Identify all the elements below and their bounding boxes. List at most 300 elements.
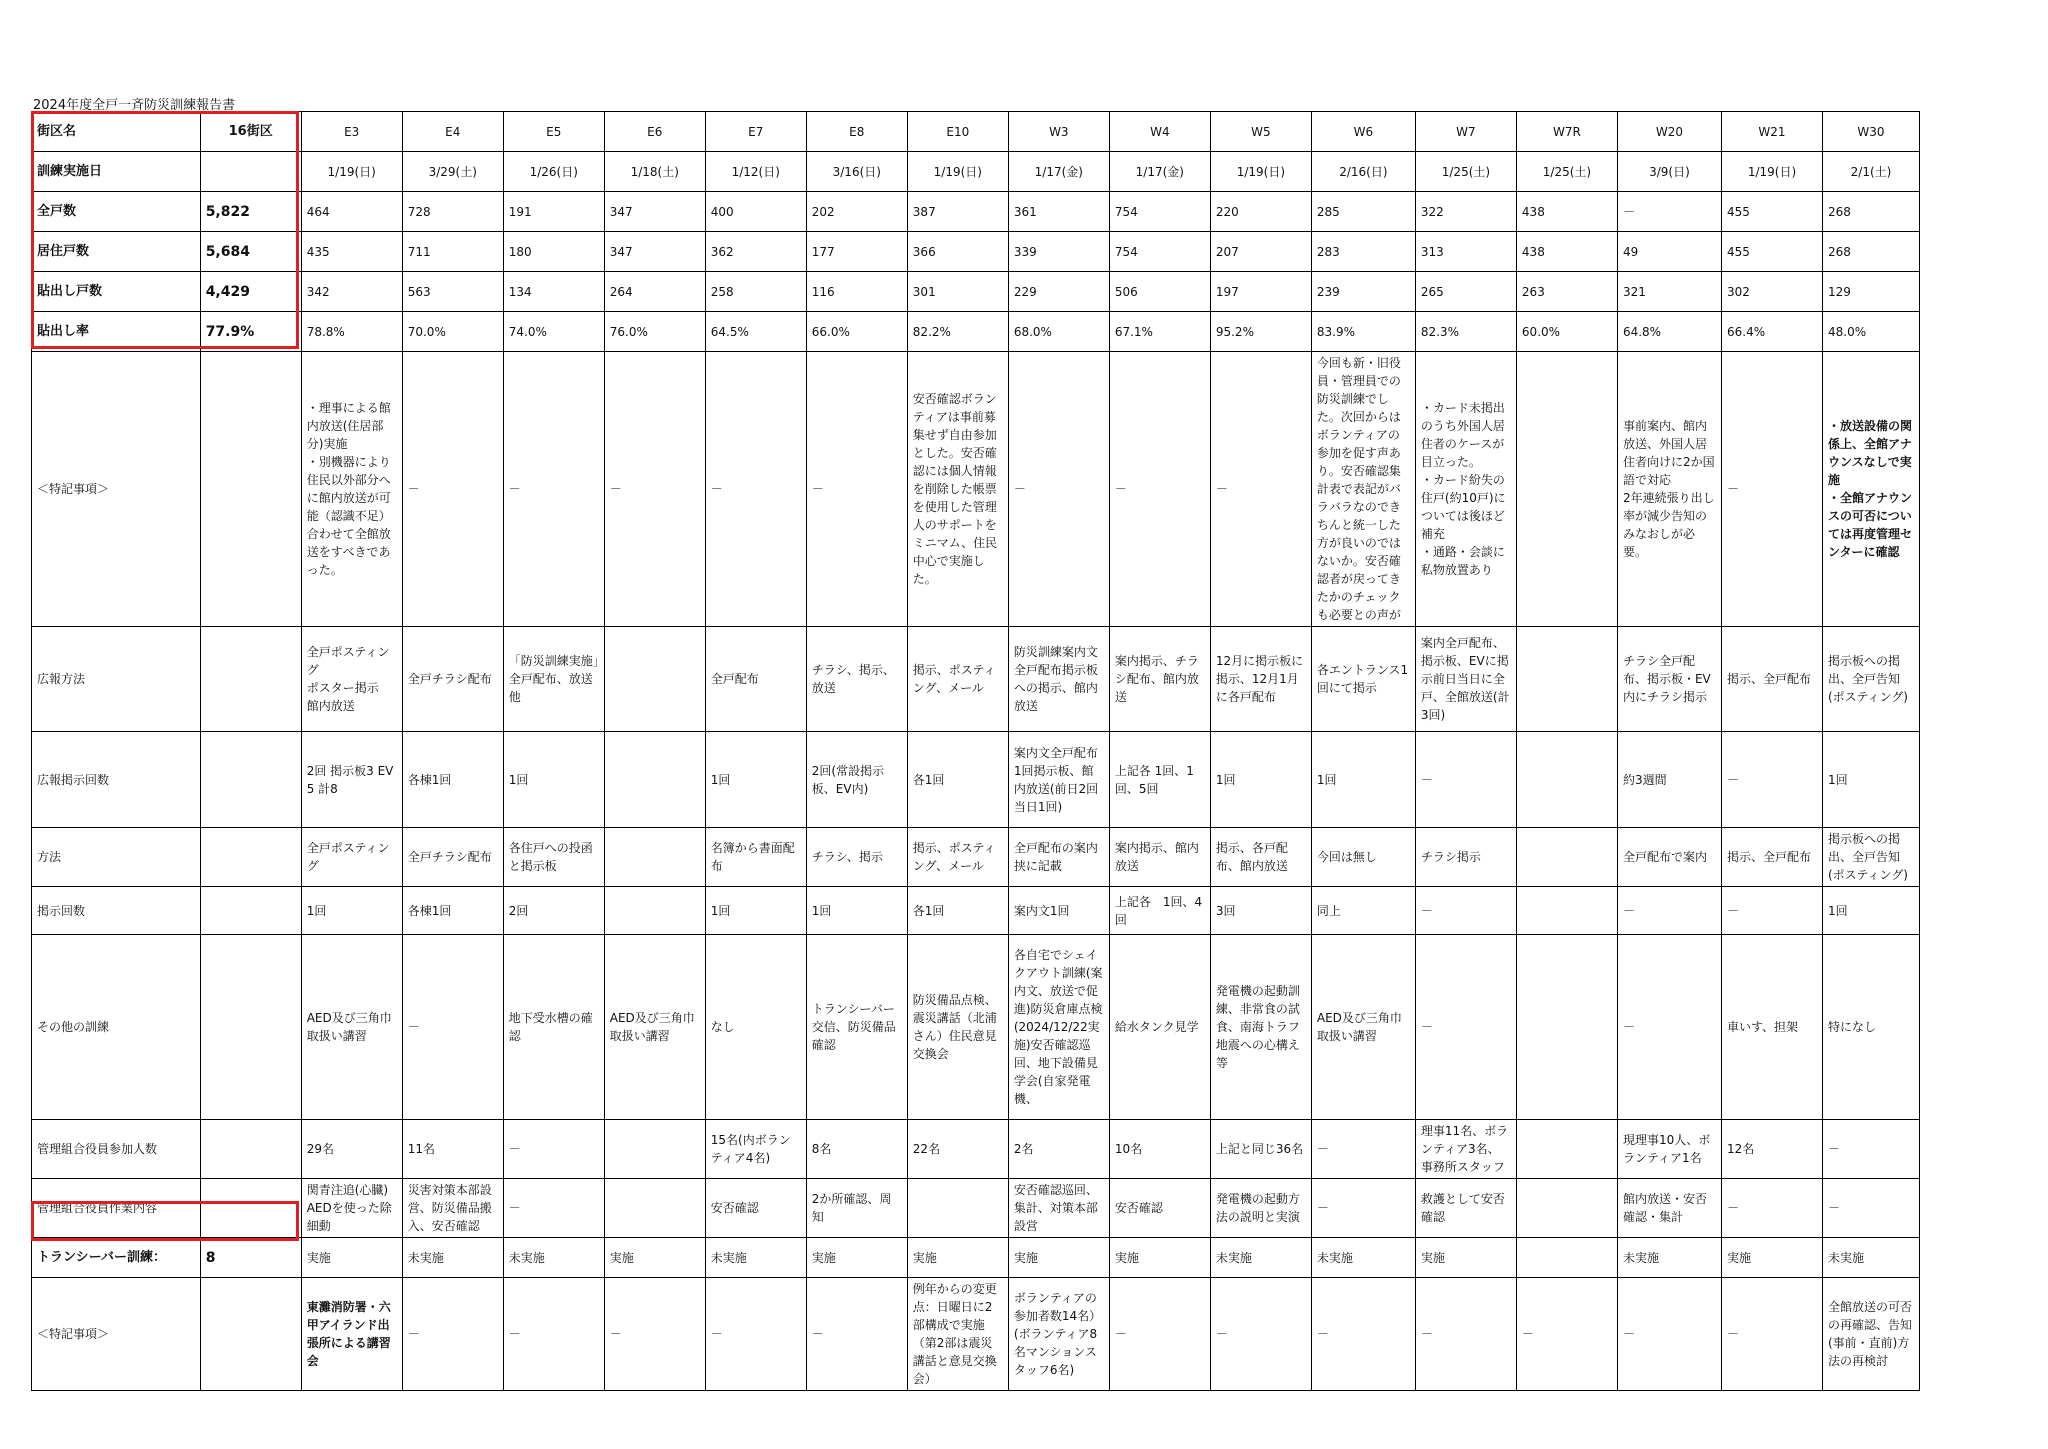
block-name-E7: E7 [705,112,806,152]
detail-cell: 掲示、各戸配布、館内放送 [1210,828,1311,887]
detail-cell: 15名(内ボランティア4名) [705,1120,806,1179]
detail-cell: － [503,1120,604,1179]
detail-cell: － [402,935,503,1120]
notes-total-cell [200,352,301,627]
detail-cell: 1回 [1823,887,1920,935]
transceiver-cell: 未実施 [1617,1238,1721,1278]
detail-cell [1516,732,1617,828]
summary-cell: 302 [1721,272,1822,312]
notes2-cell: 全館放送の可否の再確認、告知(事前・直前)方法の再検討 [1823,1278,1920,1391]
block-name-W30: W30 [1823,112,1920,152]
summary-cell: 301 [907,272,1008,312]
summary-cell: 711 [402,232,503,272]
summary-cell: 191 [503,192,604,232]
summary-cell: 70.0% [402,312,503,352]
detail-cell: 災害対策本部設営、防災備品搬入、安否確認 [402,1179,503,1238]
summary-cell: 754 [1109,192,1210,232]
detail-total-cell [200,828,301,887]
detail-cell: 各住戸への投函と掲示板 [503,828,604,887]
block-name-W7R: W7R [1516,112,1617,152]
detail-cell: － [1617,887,1721,935]
detail-cell: チラシ、掲示 [806,828,907,887]
detail-row [32,627,1920,732]
transceiver-label: トランシーバー訓練： [32,1238,201,1278]
notes-cell: － [604,352,705,627]
detail-cell [1516,887,1617,935]
notes2-cell: － [604,1278,705,1391]
detail-total-cell [200,732,301,828]
detail-cell: AED及び三角巾 取扱い講習 [604,935,705,1120]
notes-label: ＜特記事項＞ [32,352,201,627]
detail-total-cell [200,935,301,1120]
summary-cell: 728 [402,192,503,232]
summary-cell: 285 [1311,192,1415,232]
detail-row [32,887,1920,935]
summary-row [32,232,1920,272]
detail-cell: 掲示、ポスティング、メール [907,627,1008,732]
notes-cell: － [1210,352,1311,627]
summary-cell: 339 [1008,232,1109,272]
transceiver-cell: 未実施 [1823,1238,1920,1278]
summary-total: 5,822 [200,192,301,232]
date-cell: 3/9(日) [1617,152,1721,192]
notes-cell: － [503,352,604,627]
summary-cell: 400 [705,192,806,232]
detail-cell: 今回は無し [1311,828,1415,887]
block-name-W20: W20 [1617,112,1721,152]
summary-cell: － [1617,192,1721,232]
transceiver-cell: 実施 [301,1238,402,1278]
detail-cell: 3回 [1210,887,1311,935]
date-cell: 3/29(土) [402,152,503,192]
detail-cell: 2名 [1008,1120,1109,1179]
summary-cell: 265 [1415,272,1516,312]
summary-cell: 83.9% [1311,312,1415,352]
date-row [32,152,1920,192]
detail-cell: 各自宅でシェイクアウト訓練(案内文、放送で促進)防災倉庫点検(2024/12/22実施)安否確認巡回、地下設備見学会(自家発電機、 [1008,935,1109,1120]
detail-cell: 1回 [1210,732,1311,828]
detail-cell [1516,1120,1617,1179]
date-cell: 1/12(日) [705,152,806,192]
date-cell: 1/25(土) [1516,152,1617,192]
detail-cell: 全戸配布で案内 [1617,828,1721,887]
summary-cell: 322 [1415,192,1516,232]
detail-cell: － [503,1179,604,1238]
detail-cell: 掲示、全戸配布 [1721,627,1822,732]
detail-cell: － [1823,1120,1920,1179]
detail-cell: 館内放送・安否確認・集計 [1617,1179,1721,1238]
detail-cell: － [1311,1120,1415,1179]
detail-cell: 防災訓練案内文全戸配布掲示板への掲示、館内放送 [1008,627,1109,732]
notes2-cell: － [806,1278,907,1391]
transceiver-cell: 未実施 [1210,1238,1311,1278]
notes-cell: － [402,352,503,627]
detail-cell: 全戸チラシ配布 [402,828,503,887]
header-total: 16街区 [200,112,301,152]
detail-cell: 各棟1回 [402,887,503,935]
summary-cell: 177 [806,232,907,272]
date-label: 訓練実施日 [32,152,201,192]
date-cell: 1/17(金) [1109,152,1210,192]
detail-cell: 10名 [1109,1120,1210,1179]
detail-total-cell [200,1120,301,1179]
detail-cell: 案内掲示、館内放送 [1109,828,1210,887]
detail-cell: 29名 [301,1120,402,1179]
transceiver-cell: 未実施 [402,1238,503,1278]
detail-cell [604,732,705,828]
detail-row [32,1179,1920,1238]
summary-cell: 455 [1721,232,1822,272]
summary-cell: 342 [301,272,402,312]
date-total [200,152,301,192]
notes-cell: － [1721,352,1822,627]
transceiver-cell: 実施 [1721,1238,1822,1278]
summary-cell: 220 [1210,192,1311,232]
detail-cell: － [1823,1179,1920,1238]
detail-total-cell [200,627,301,732]
summary-cell: 754 [1109,232,1210,272]
transceiver-total: 8 [200,1238,301,1278]
notes-cell: － [1109,352,1210,627]
detail-cell [604,1179,705,1238]
summary-cell: 563 [402,272,503,312]
notes2-cell: － [402,1278,503,1391]
detail-cell: － [1721,1179,1822,1238]
detail-cell: 名簿から書面配布 [705,828,806,887]
detail-cell: 防災備品点検、震災講話（北浦さん）住民意見交換会 [907,935,1008,1120]
detail-cell: 掲示板への掲出、全戸告知(ポスティング) [1823,828,1920,887]
detail-row [32,1120,1920,1179]
detail-cell [907,1179,1008,1238]
report-title: 2024年度全戸一斉防災訓練報告書 [33,98,236,113]
detail-cell [604,627,705,732]
detail-row [32,935,1920,1120]
detail-label: 管理組合役員参加人数 [32,1120,201,1179]
block-name-E3: E3 [301,112,402,152]
summary-cell: 76.0% [604,312,705,352]
detail-cell: 全戸配布の案内挟に記載 [1008,828,1109,887]
summary-cell: 366 [907,232,1008,272]
summary-cell: 435 [301,232,402,272]
summary-cell: 268 [1823,192,1920,232]
detail-cell: － [1415,935,1516,1120]
detail-cell: 安否確認巡回、集計、対策本部設営 [1008,1179,1109,1238]
detail-cell: チラシ、掲示、放送 [806,627,907,732]
transceiver-cell: 実施 [604,1238,705,1278]
notes2-cell: － [1311,1278,1415,1391]
detail-cell: 救護として安否確認 [1415,1179,1516,1238]
detail-row [32,732,1920,828]
summary-cell: 347 [604,232,705,272]
summary-cell: 207 [1210,232,1311,272]
block-name-W6: W6 [1311,112,1415,152]
notes-cell: 事前案内、館内放送、外国人居住者向けに2か国語で対応 2年連続張り出し率が減少告知のみなおしが必要。 [1617,352,1721,627]
detail-cell [604,1120,705,1179]
summary-cell: 455 [1721,192,1822,232]
detail-cell: 2か所確認、周知 [806,1179,907,1238]
detail-cell [1516,1179,1617,1238]
summary-cell: 268 [1823,232,1920,272]
detail-cell: 各棟1回 [402,732,503,828]
summary-label: 貼出し戸数 [32,272,201,312]
detail-cell: － [1415,887,1516,935]
summary-label: 居住戸数 [32,232,201,272]
block-name-E5: E5 [503,112,604,152]
summary-cell: 180 [503,232,604,272]
detail-cell: 各エントランス1回にて掲示 [1311,627,1415,732]
detail-label: 方法 [32,828,201,887]
detail-total-cell [200,887,301,935]
summary-row [32,192,1920,232]
notes2-cell: － [1210,1278,1311,1391]
detail-cell [604,828,705,887]
summary-cell: 202 [806,192,907,232]
detail-cell [1516,627,1617,732]
summary-row [32,272,1920,312]
detail-cell: 1回 [806,887,907,935]
detail-cell: 地下受水槽の確認 [503,935,604,1120]
detail-cell: 上記各 1回、4回 [1109,887,1210,935]
detail-label: 掲示回数 [32,887,201,935]
date-cell: 1/19(日) [907,152,1008,192]
summary-cell: 387 [907,192,1008,232]
detail-cell: 関青注追(心臓) AEDを使った除細動 [301,1179,402,1238]
detail-cell: 2回(常設掲示板、EV内) [806,732,907,828]
detail-cell: － [1617,935,1721,1120]
summary-cell: 68.0% [1008,312,1109,352]
notes-cell: ・カード未掲出のうち外国人居住者のケースが目立った。 ・カード紛失の住戸(約10戸)については後ほど補充 ・通路・会談に私物放置あり [1415,352,1516,627]
detail-cell: 約3週間 [1617,732,1721,828]
detail-cell: 案内文1回 [1008,887,1109,935]
notes2-cell: － [1516,1278,1617,1391]
summary-label: 貼出し率 [32,312,201,352]
summary-cell: 129 [1823,272,1920,312]
transceiver-cell: 実施 [806,1238,907,1278]
detail-cell: 1回 [705,887,806,935]
detail-cell: － [1721,887,1822,935]
notes-cell: － [806,352,907,627]
transceiver-cell: 未実施 [503,1238,604,1278]
notes-cell [1516,352,1617,627]
detail-cell: 全戸配布 [705,627,806,732]
summary-cell: 263 [1516,272,1617,312]
summary-total: 4,429 [200,272,301,312]
summary-cell: 438 [1516,232,1617,272]
summary-total: 5,684 [200,232,301,272]
summary-cell: 74.0% [503,312,604,352]
date-cell: 1/25(土) [1415,152,1516,192]
summary-cell: 116 [806,272,907,312]
detail-cell: 案内掲示、チラシ配布、館内放送 [1109,627,1210,732]
detail-cell [1516,935,1617,1120]
detail-cell: 1回 [705,732,806,828]
notes-cell: 安否確認ボランティアは事前募集せず自由参加とした。安否確認には個人情報を削除した帳票を使用した管理人のサポートをミニマム、住民中心で実施した。 [907,352,1008,627]
block-name-E8: E8 [806,112,907,152]
detail-cell: 各1回 [907,732,1008,828]
notes2-cell: 東灘消防署・六甲アイランド出張所による講習会 [301,1278,402,1391]
report-table [31,111,1920,1391]
detail-label: 管理組合役員作業内容 [32,1179,201,1238]
summary-row [32,312,1920,352]
notes2-label: ＜特記事項＞ [32,1278,201,1391]
detail-total-cell [200,1179,301,1238]
block-name-E10: E10 [907,112,1008,152]
block-name-W3: W3 [1008,112,1109,152]
summary-total: 77.9% [200,312,301,352]
notes-cell: － [705,352,806,627]
detail-cell [604,887,705,935]
detail-cell: 1回 [301,887,402,935]
date-cell: 1/18(土) [604,152,705,192]
transceiver-cell: 実施 [907,1238,1008,1278]
summary-cell: 64.8% [1617,312,1721,352]
summary-cell: 258 [705,272,806,312]
transceiver-cell [1516,1238,1617,1278]
detail-cell: トランシーバー交信、防災備品確認 [806,935,907,1120]
detail-cell: 安否確認 [705,1179,806,1238]
block-name-W4: W4 [1109,112,1210,152]
detail-cell: 1回 [1823,732,1920,828]
detail-cell: 22名 [907,1120,1008,1179]
detail-cell: 発電機の起動訓練、非常食の試食、南海トラフ地震への心構え等 [1210,935,1311,1120]
detail-cell: 上記各 1回、1回、5回 [1109,732,1210,828]
summary-cell: 239 [1311,272,1415,312]
detail-cell: 特になし [1823,935,1920,1120]
detail-cell: 安否確認 [1109,1179,1210,1238]
block-name-W7: W7 [1415,112,1516,152]
detail-cell: 同上 [1311,887,1415,935]
summary-label: 全戸数 [32,192,201,232]
summary-cell: 283 [1311,232,1415,272]
summary-cell: 82.3% [1415,312,1516,352]
detail-cell: 全戸ポスティング [301,828,402,887]
notes2-cell: － [1617,1278,1721,1391]
detail-cell: 案内全戸配布、掲示板、EVに掲示前日当日に全戸、全館放送(計3回) [1415,627,1516,732]
detail-cell: 掲示板への掲出、全戸告知(ポスティング) [1823,627,1920,732]
detail-cell: チラシ全戸配布、掲示板・EV内にチラシ掲示 [1617,627,1721,732]
summary-cell: 60.0% [1516,312,1617,352]
date-cell: 2/16(日) [1311,152,1415,192]
summary-cell: 361 [1008,192,1109,232]
notes2-total-cell [200,1278,301,1391]
transceiver-cell: 未実施 [1311,1238,1415,1278]
notes2-cell: － [1415,1278,1516,1391]
summary-cell: 438 [1516,192,1617,232]
detail-cell: 12名 [1721,1120,1822,1179]
transceiver-cell: 実施 [1008,1238,1109,1278]
date-cell: 2/1(土) [1823,152,1920,192]
detail-cell: 掲示、ポスティング、メール [907,828,1008,887]
detail-cell: － [1721,732,1822,828]
detail-cell: 全戸チラシ配布 [402,627,503,732]
detail-cell: 2回 掲示板3 EV5 計8 [301,732,402,828]
detail-cell: AED及び三角巾 取扱い講習 [301,935,402,1120]
detail-cell: 12月に掲示板に掲示、12月1月に各戸配布 [1210,627,1311,732]
detail-cell: 案内文全戸配布1回掲示板、館内放送(前日2回当日1回) [1008,732,1109,828]
summary-cell: 229 [1008,272,1109,312]
detail-cell: 各1回 [907,887,1008,935]
notes2-cell: ボランティアの参加者数14名）(ボランティア8名マンションスタッフ6名) [1008,1278,1109,1391]
detail-cell: － [1311,1179,1415,1238]
date-cell: 1/19(日) [1721,152,1822,192]
summary-cell: 464 [301,192,402,232]
notes-cell: － [1008,352,1109,627]
block-name-W5: W5 [1210,112,1311,152]
header-row [32,112,1920,152]
notes2-cell: － [1109,1278,1210,1391]
detail-cell: AED及び三角巾 取扱い講習 [1311,935,1415,1120]
date-cell: 1/26(日) [503,152,604,192]
detail-cell: 1回 [503,732,604,828]
transceiver-cell: 未実施 [705,1238,806,1278]
notes2-cell: － [705,1278,806,1391]
summary-cell: 197 [1210,272,1311,312]
date-cell: 1/19(日) [301,152,402,192]
date-cell: 1/19(日) [1210,152,1311,192]
summary-cell: 67.1% [1109,312,1210,352]
block-name-E6: E6 [604,112,705,152]
detail-cell: 11名 [402,1120,503,1179]
detail-cell [1516,828,1617,887]
detail-row [32,828,1920,887]
summary-cell: 506 [1109,272,1210,312]
detail-cell: 掲示、全戸配布 [1721,828,1822,887]
block-name-E4: E4 [402,112,503,152]
date-cell: 1/17(金) [1008,152,1109,192]
detail-cell: 給水タンク見学 [1109,935,1210,1120]
summary-cell: 134 [503,272,604,312]
summary-cell: 48.0% [1823,312,1920,352]
summary-cell: 264 [604,272,705,312]
date-cell: 3/16(日) [806,152,907,192]
summary-cell: 362 [705,232,806,272]
detail-cell: 理事11名、ボランティア3名、事務所スタッフ [1415,1120,1516,1179]
detail-cell: 全戸ポスティング ポスター掲示 館内放送 [301,627,402,732]
detail-cell: 車いす、担架 [1721,935,1822,1120]
notes-cell: 今回も新・旧役員・管理員での防災訓練でした。次回からはボランティアの参加を促す声あり。安否確認集計表で表記がバラバラなのできちんと統一した方が良いのではないか。安否確認者が戻ってきたかのチェックも必要との声が [1311,352,1415,627]
notes-cell: ・理事による館内放送(住居部分)実施 ・別機器により住民以外部分へに館内放送が可能（認識不足）合わせて全館放送をすべきであった。 [301,352,402,627]
detail-cell: － [1415,732,1516,828]
detail-cell: 2回 [503,887,604,935]
transceiver-row [32,1238,1920,1278]
detail-label: 広報方法 [32,627,201,732]
notes2-cell: － [1721,1278,1822,1391]
summary-cell: 313 [1415,232,1516,272]
detail-cell: 「防災訓練実施」全戸配布、放送他 [503,627,604,732]
transceiver-cell: 実施 [1109,1238,1210,1278]
detail-cell: チラシ掲示 [1415,828,1516,887]
summary-cell: 66.4% [1721,312,1822,352]
detail-label: 広報掲示回数 [32,732,201,828]
detail-label: その他の訓練 [32,935,201,1120]
summary-cell: 64.5% [705,312,806,352]
summary-cell: 321 [1617,272,1721,312]
summary-cell: 347 [604,192,705,232]
summary-cell: 95.2% [1210,312,1311,352]
detail-cell: 上記と同じ36名 [1210,1120,1311,1179]
summary-cell: 49 [1617,232,1721,272]
summary-cell: 78.8% [301,312,402,352]
detail-cell: 8名 [806,1120,907,1179]
summary-cell: 66.0% [806,312,907,352]
notes-cell: ・放送設備の関係上、全館アナウンスなしで実施 ・全館アナウンスの可否については再度管理センターに確認 [1823,352,1920,627]
detail-cell: 1回 [1311,732,1415,828]
detail-cell: なし [705,935,806,1120]
summary-cell: 82.2% [907,312,1008,352]
header-label: 街区名 [32,112,201,152]
block-name-W21: W21 [1721,112,1822,152]
transceiver-cell: 実施 [1415,1238,1516,1278]
